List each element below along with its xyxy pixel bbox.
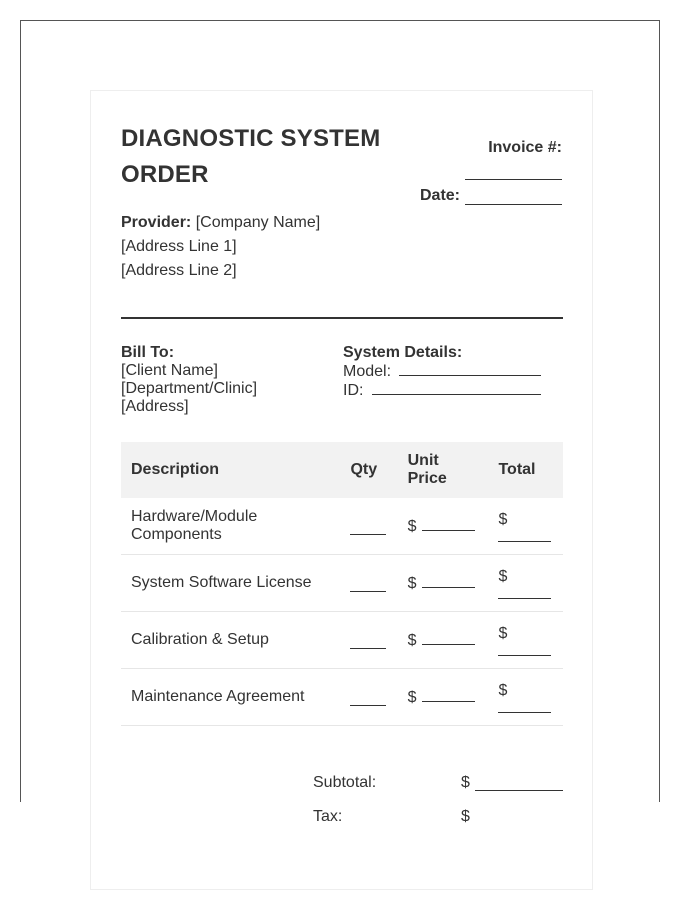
total-field[interactable]: [498, 529, 551, 542]
qty-cell: [340, 669, 397, 726]
qty-cell: [340, 555, 397, 612]
table-row: [121, 612, 563, 669]
total-cell: [488, 669, 563, 726]
currency-symbol: $: [407, 632, 417, 649]
unit-price-field[interactable]: [422, 516, 475, 531]
model-field[interactable]: [399, 362, 541, 376]
currency-symbol: $: [498, 510, 508, 528]
currency-symbol: $: [498, 567, 508, 585]
tax-row: [313, 808, 563, 828]
currency-symbol: $: [461, 808, 470, 825]
order-form: [90, 90, 593, 890]
subtotal-row: [313, 774, 563, 794]
id-row: [343, 381, 541, 400]
table-row: [121, 555, 563, 612]
header-total: Total: [488, 442, 563, 498]
currency-symbol: $: [407, 575, 417, 592]
provider-block: [121, 211, 320, 283]
section-divider: [121, 317, 563, 319]
unit-price-field[interactable]: [422, 573, 475, 588]
subtotal-label: Subtotal:: [313, 774, 377, 791]
id-label: ID:: [343, 382, 364, 399]
table-row: [121, 669, 563, 726]
invoice-number-field[interactable]: [465, 179, 562, 180]
row-description: Maintenance Agreement: [121, 669, 340, 726]
id-field[interactable]: [372, 381, 541, 395]
header-qty: Qty: [340, 442, 397, 498]
department-clinic: [Department/Clinic]: [121, 380, 258, 397]
date-row: [420, 187, 562, 205]
document-frame: [20, 20, 660, 825]
client-name: [Client Name]: [121, 362, 218, 379]
total-cell: [488, 612, 563, 669]
tax-label: Tax:: [313, 808, 343, 825]
total-field[interactable]: [498, 643, 551, 656]
table-row: [121, 498, 563, 555]
unit-price-cell: [398, 612, 489, 669]
unit-price-cell: [398, 669, 489, 726]
unit-price-field[interactable]: [422, 630, 475, 645]
client-address: [Address]: [121, 398, 189, 415]
total-cell: [488, 498, 563, 555]
qty-field[interactable]: [350, 520, 386, 535]
unit-price-cell: [398, 555, 489, 612]
qty-field[interactable]: [350, 634, 386, 649]
unit-price-field[interactable]: [422, 687, 475, 702]
header-description: Description: [121, 442, 340, 498]
provider-address-line-2: [Address Line 2]: [121, 262, 237, 279]
currency-symbol: $: [498, 624, 508, 642]
qty-cell: [340, 612, 397, 669]
unit-price-cell: [398, 498, 489, 555]
total-field[interactable]: [498, 700, 551, 713]
row-description: Hardware/Module Components: [121, 498, 340, 555]
invoice-number-label: Invoice #:: [488, 139, 562, 156]
model-label: Model:: [343, 363, 392, 380]
row-description: System Software License: [121, 555, 340, 612]
page-title: DIAGNOSTIC SYSTEM ORDER: [121, 125, 381, 188]
currency-symbol: $: [407, 518, 417, 535]
date-field[interactable]: [465, 190, 562, 205]
subtotal-field[interactable]: [475, 790, 563, 791]
row-description: Calibration & Setup: [121, 612, 340, 669]
system-details-block: [343, 344, 541, 400]
model-row: [343, 362, 541, 381]
provider-company-name: [Company Name]: [195, 214, 321, 231]
bill-to-block: [121, 344, 257, 416]
currency-symbol: $: [461, 774, 470, 791]
total-field[interactable]: [498, 586, 551, 599]
table-header-row: [121, 442, 563, 498]
date-label: Date:: [419, 187, 460, 204]
currency-symbol: $: [407, 689, 417, 706]
provider-address-line-1: [Address Line 1]: [121, 238, 237, 255]
header-unit-price: Unit Price: [398, 442, 489, 498]
bill-to-heading: Bill To:: [121, 344, 175, 361]
currency-symbol: $: [498, 681, 508, 699]
qty-field[interactable]: [350, 577, 386, 592]
system-details-heading: System Details:: [343, 344, 463, 361]
provider-label: Provider:: [121, 214, 192, 231]
items-table: [121, 442, 563, 726]
qty-field[interactable]: [350, 691, 386, 706]
total-cell: [488, 555, 563, 612]
qty-cell: [340, 498, 397, 555]
